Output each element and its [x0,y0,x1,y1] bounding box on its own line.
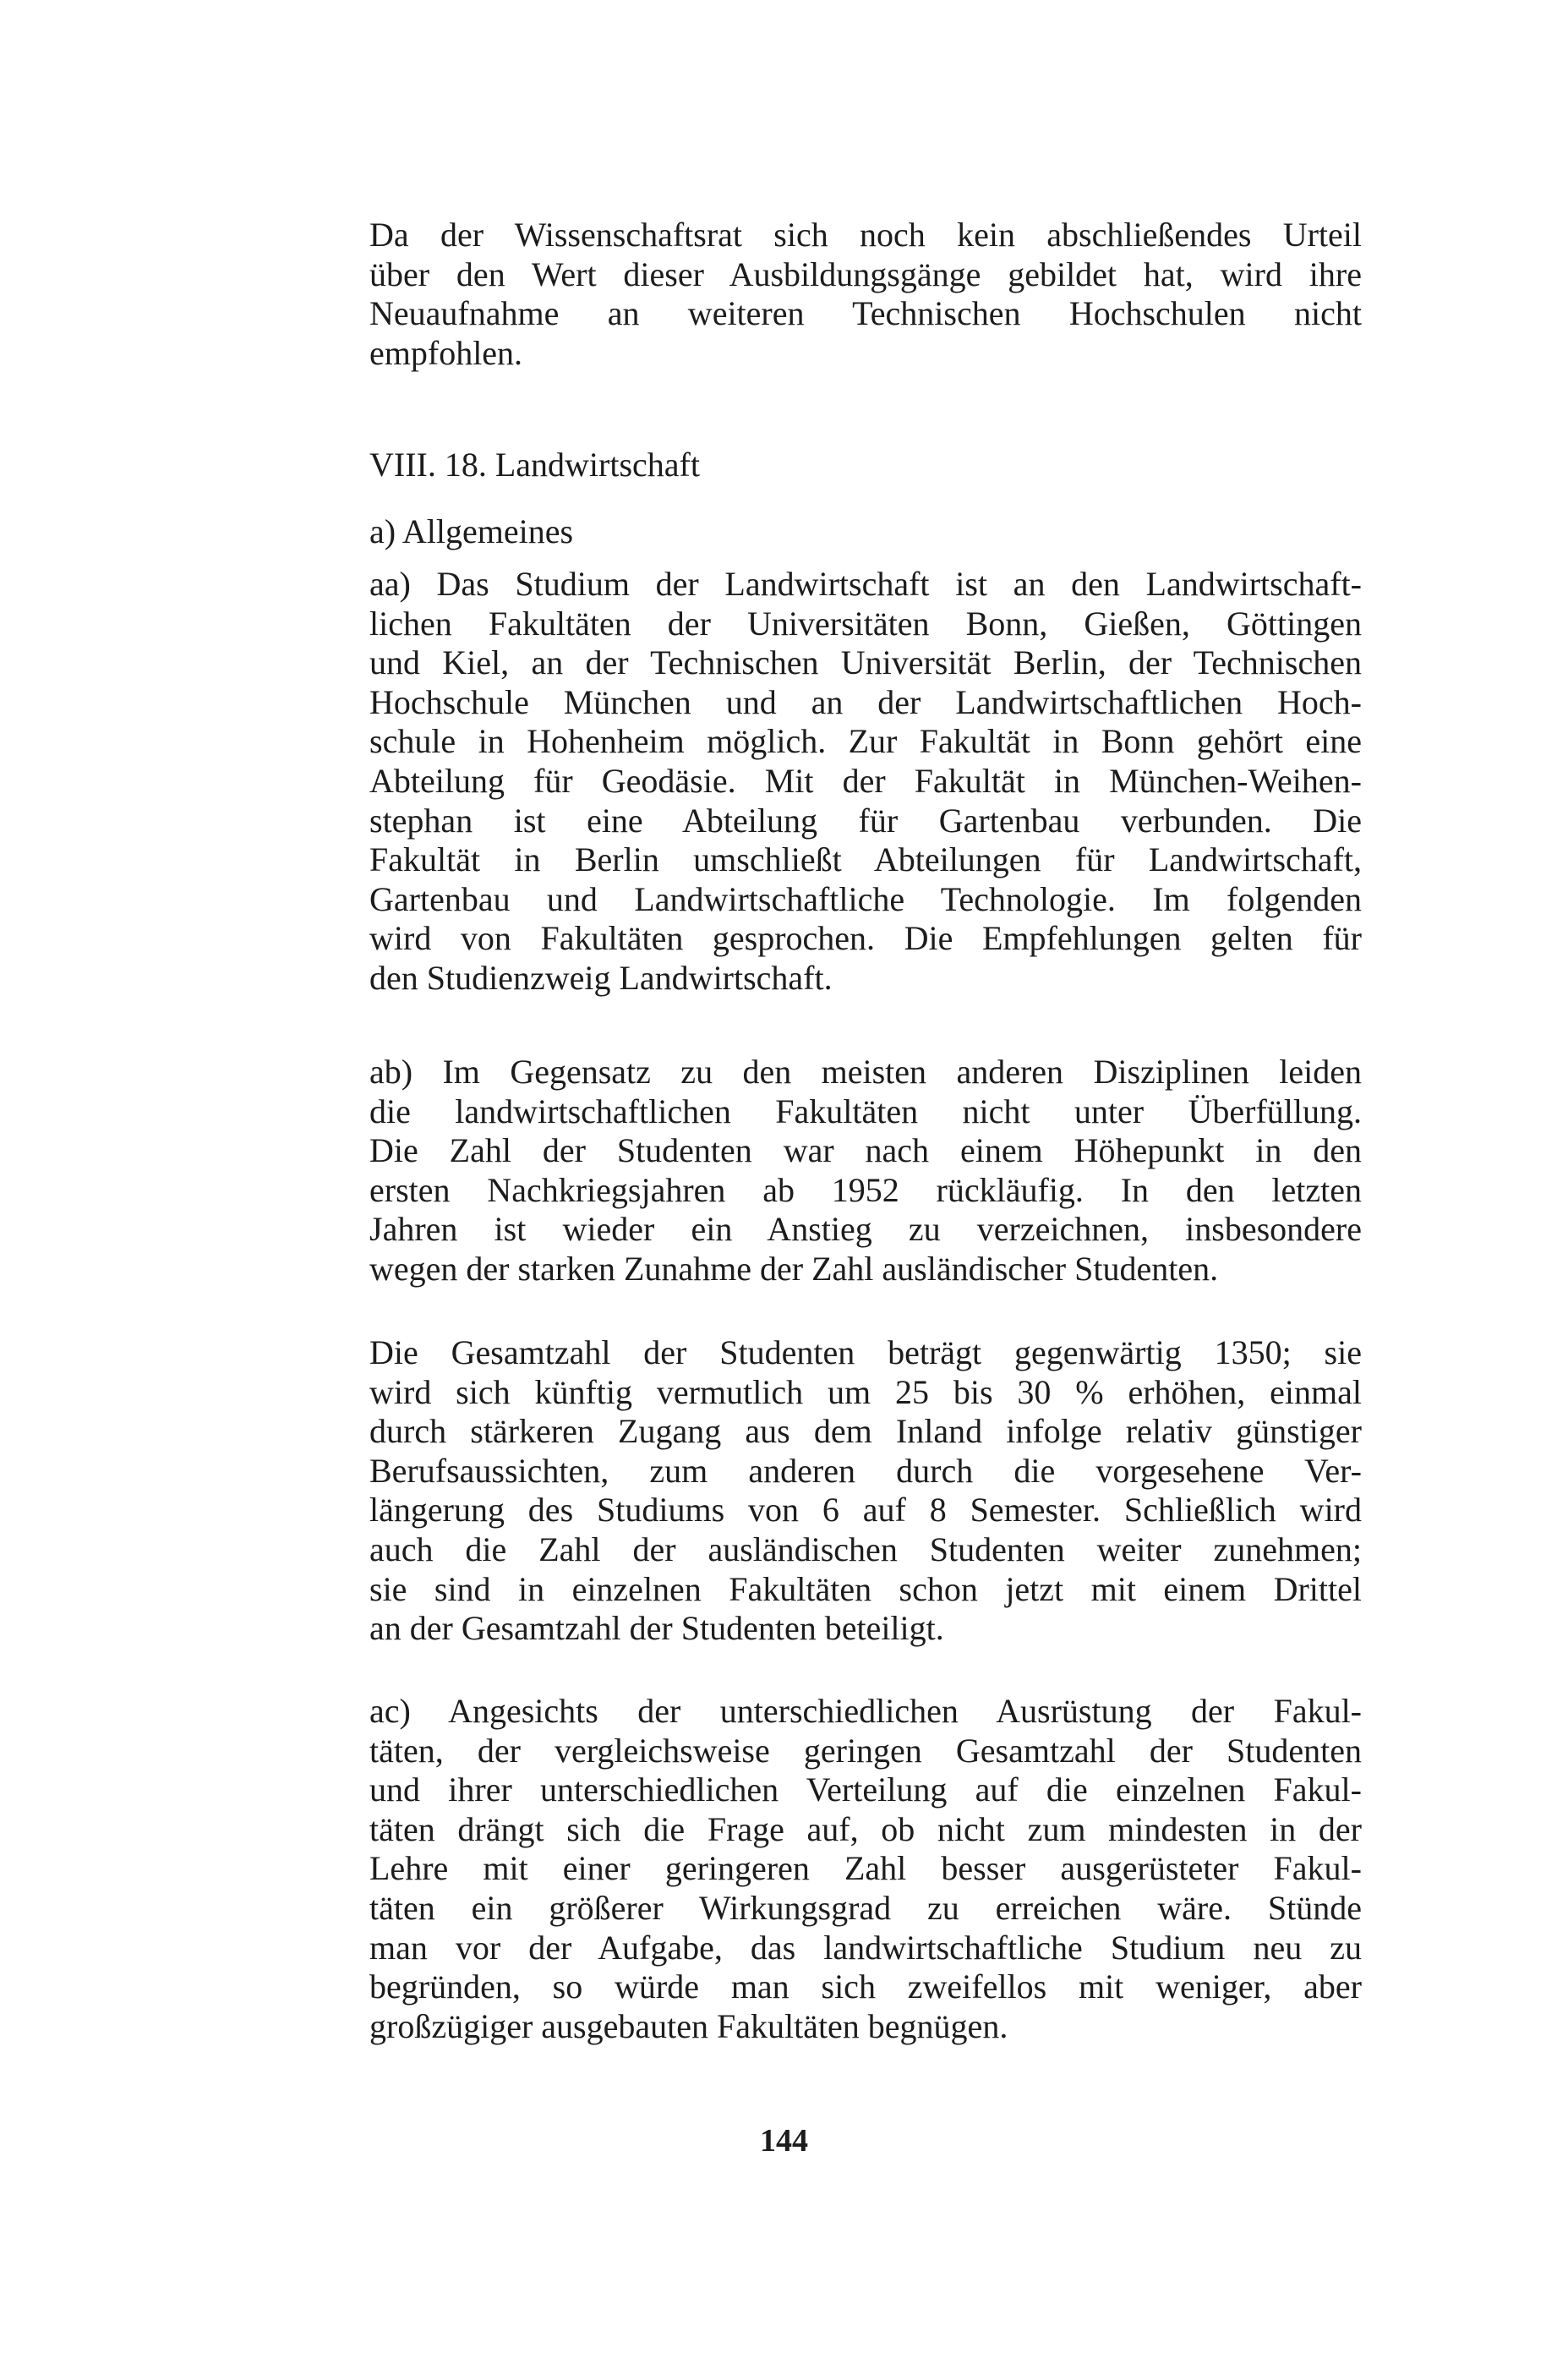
text-line: man vor der Aufgabe, das landwirtschaftliche Studium neu zu [369,1928,1362,1967]
text-line: lichen Fakultäten der Universitäten Bonn, Gießen, Göttingen [369,604,1362,643]
text-line: ac) Angesichts der unterschiedlichen Ausrüstung der Fakul- [369,1692,1362,1730]
text-line: und Kiel, an der Technischen Universität Berlin, der Technischen [369,643,1362,682]
paragraph-ab [369,1053,1362,1289]
text-line: Gartenbau und Landwirtschaftliche Technologie. Im folgenden [369,879,1362,918]
text-line: längerung des Studiums von 6 auf 8 Semester. Schließlich wird [369,1491,1362,1530]
text-line: wegen der starken Zunahme der Zahl ausländischer Studenten. [369,1249,1219,1288]
text-line: Berufsaussichten, zum anderen durch die vorgesehene Ver- [369,1451,1362,1490]
page-number: 144 [760,2123,808,2159]
text-line: Fakultät in Berlin umschließt Abteilungen für Landwirtschaft, [369,840,1362,879]
text-line: täten, der vergleichsweise geringen Gesamtzahl der Studenten [369,1731,1362,1770]
text-line: täten drängt sich die Frage auf, ob nicht zum mindesten in der [369,1809,1362,1848]
text-line: Jahren ist wieder ein Anstieg zu verzeichnen, insbesondere [369,1210,1362,1249]
text-line: ab) Im Gegensatz zu den meisten anderen Disziplinen leiden [369,1053,1362,1091]
text-line: Die Gesamtzahl der Studenten beträgt gegenwärtig 1350; sie [369,1333,1362,1371]
text-line: Hochschule München und an der Landwirtschaftlichen Hoch- [369,682,1362,721]
text-line: ersten Nachkriegsjahren ab 1952 rückläufig. In den letzten [369,1170,1362,1209]
text-line: empfohlen. [369,333,523,372]
paragraph-ab-continued [369,1333,1362,1649]
paragraph-ac [369,1692,1362,2046]
text-line: wird sich künftig vermutlich um 25 bis 30 % erhöhen, einmal [369,1372,1362,1411]
paragraph-intro [369,216,1362,373]
text-line: schule in Hohenheim möglich. Zur Fakultät in Bonn gehört eine [369,722,1362,761]
section-heading: VIII. 18. Landwirtschaft [369,446,700,484]
text-line: Abteilung für Geodäsie. Mit der Fakultät in München-Weihen- [369,761,1362,800]
text-line: sie sind in einzelnen Fakultäten schon jetzt mit einem Drittel [369,1569,1362,1608]
text-line: den Studienzweig Landwirtschaft. [369,958,833,997]
text-line: Lehre mit einer geringeren Zahl besser ausgerüsteter Fakul- [369,1849,1362,1888]
text-line: großzügiger ausgebauten Fakultäten begnügen. [369,2006,1008,2045]
text-line: an der Gesamtzahl der Studenten beteiligt. [369,1609,944,1648]
text-line: wird von Fakultäten gesprochen. Die Empfehlungen gelten für [369,919,1362,958]
subsection-heading: a) Allgemeines [369,512,574,550]
text-line: auch die Zahl der ausländischen Studenten weiter zunehmen; [369,1530,1362,1568]
text-line: stephan ist eine Abteilung für Gartenbau verbunden. Die [369,801,1362,840]
text-line: und ihrer unterschiedlichen Verteilung auf die einzelnen Fakul- [369,1770,1362,1809]
text-line: Neuaufnahme an weiteren Technischen Hochschulen nicht [369,294,1362,333]
text-line: Die Zahl der Studenten war nach einem Höhepunkt in den [369,1131,1362,1170]
text-line: über den Wert dieser Ausbildungsgänge gebildet hat, wird ihre [369,254,1362,293]
text-line: täten ein größerer Wirkungsgrad zu erreichen wäre. Stünde [369,1888,1362,1927]
text-line: durch stärkeren Zugang aus dem Inland infolge relativ günstiger [369,1412,1362,1451]
text-line: die landwirtschaftlichen Fakultäten nicht unter Überfüllung. [369,1092,1362,1130]
text-line: aa) Das Studium der Landwirtschaft ist an den Landwirtschaft- [369,565,1362,603]
text-line: Da der Wissenschaftsrat sich noch kein abschließendes Urteil [369,216,1362,254]
text-line: begründen, so würde man sich zweifellos mit weniger, aber [369,1967,1362,2006]
paragraph-aa [369,565,1362,999]
